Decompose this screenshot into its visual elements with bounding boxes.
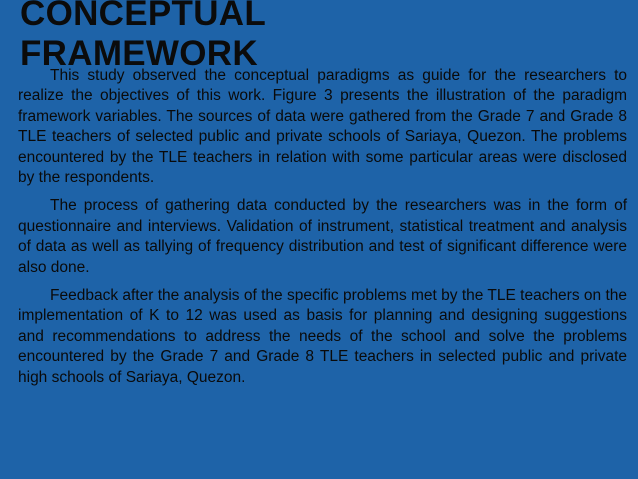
slide-body <box>18 66 627 396</box>
paragraph-1: This study observed the conceptual paradigms as guide for the researchers to realize the objectives of this work. Figure 3 presents the illustration of the paradigm framework variables. The sources of data were gathered from the Grade 7 and Grade 8 TLE teachers of selected public and private schools of Sariaya, Quezon. The problems encountered by the TLE teachers in relation with some particular areas were disclosed by the respondents. <box>18 67 627 187</box>
paragraph-2: The process of gathering data conducted by the researchers was in the form of questionnaire and interviews. Validation of instrument, statistical treatment and analysis of data as well as tallying of frequency distribution and test of significant difference were also done. <box>18 197 627 276</box>
slide-title: CONCEPTUAL FRAMEWORK <box>20 0 266 73</box>
paragraph-3: Feedback after the analysis of the specific problems met by the TLE teachers on the implementation of K to 12 was used as basis for planning and designing suggestions and recommendations to address the needs of the school and solve the problems encountered by the Grade 7 and Grade 8 TLE teachers in selected public and private high schools of Sariaya, Quezon. <box>18 287 627 386</box>
